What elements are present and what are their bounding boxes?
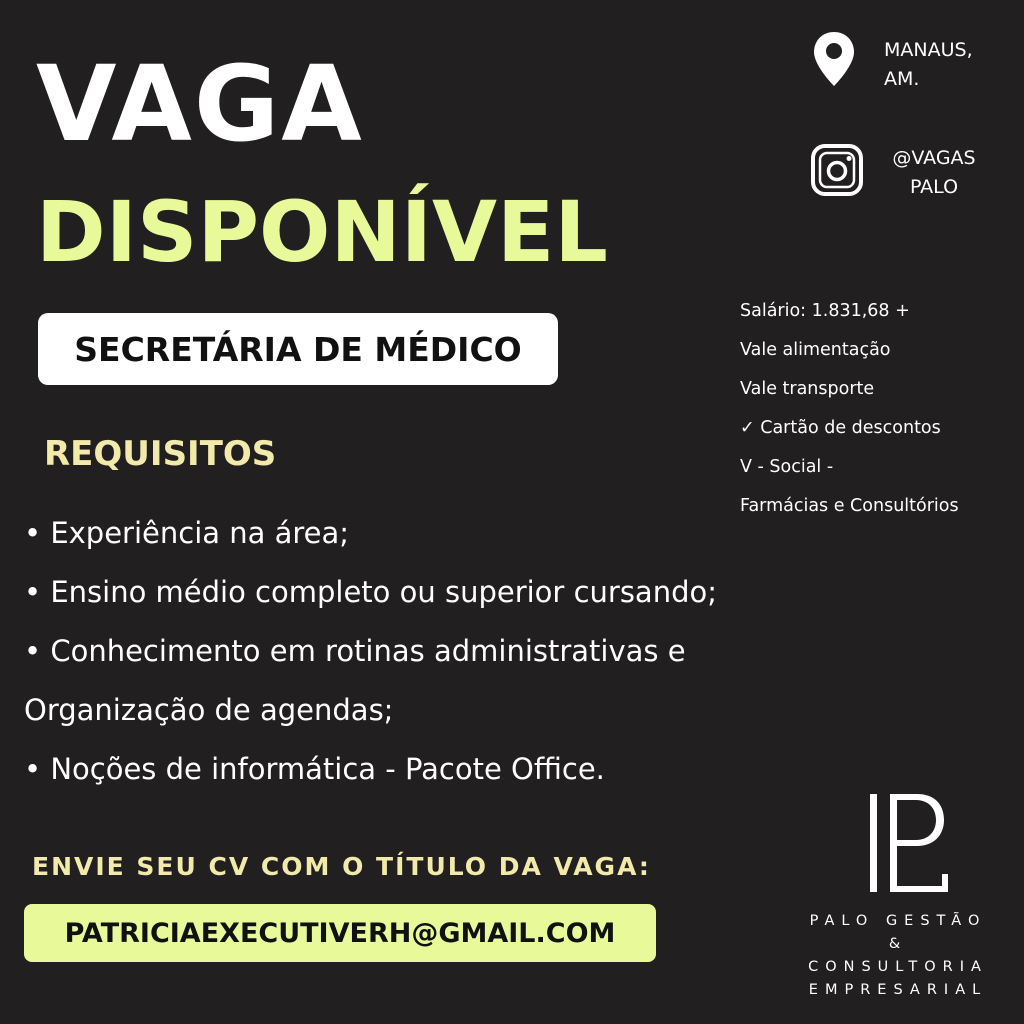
benefit-item: Farmácias e Consultórios — [740, 496, 959, 516]
instagram-icon[interactable] — [810, 143, 864, 197]
benefit-item: Vale alimentação — [740, 340, 891, 360]
instagram-handle[interactable] — [874, 144, 994, 202]
requirement-item: • Experiência na área; — [24, 516, 350, 550]
job-role-label: SECRETÁRIA DE MÉDICO — [74, 329, 522, 369]
location-state: AM. — [884, 68, 920, 90]
company-name-ampersand: & — [888, 936, 908, 952]
instagram-handle-line-1: @VAGAS — [892, 147, 976, 169]
benefits-list — [740, 292, 1024, 526]
requirement-item: • Noções de informática - Pacote Office. — [24, 752, 605, 786]
benefit-item: ✓ Cartão de descontos — [740, 418, 941, 438]
company-name-line-4: EMPRESARIAL — [808, 982, 988, 998]
benefit-item: Salário: 1.831,68 + — [740, 301, 910, 321]
requirement-item: • Conhecimento em rotinas administrativas e — [24, 634, 686, 668]
job-role-badge — [38, 313, 558, 385]
requirements-heading: REQUISITOS — [44, 434, 277, 474]
location-pin-icon — [812, 30, 856, 88]
company-name-line-3: CONSULTORIA — [808, 959, 988, 975]
benefit-item: V - Social - — [740, 457, 834, 477]
company-name-line-1: PALO GESTÃO — [809, 913, 987, 929]
location-text — [884, 36, 1014, 94]
title-vaga: VAGA — [36, 43, 364, 165]
location-city: MANAUS, — [884, 39, 973, 61]
requirement-item: Organização de agendas; — [24, 693, 394, 727]
instagram-handle-line-2: PALO — [909, 176, 959, 198]
title-disponivel: DISPONÍVEL — [36, 183, 608, 281]
company-logo-icon — [862, 790, 954, 896]
email-badge[interactable] — [24, 904, 656, 962]
send-cv-instruction: ENVIE SEU CV COM O TÍTULO DA VAGA: — [32, 852, 651, 881]
requirements-list — [24, 508, 824, 803]
requirement-item: • Ensino médio completo ou superior cursando; — [24, 575, 717, 609]
email-address[interactable]: PATRICIAEXECUTIVERH@GMAIL.COM — [64, 917, 616, 949]
company-name — [782, 910, 1014, 1002]
benefit-item: Vale transporte — [740, 379, 875, 399]
